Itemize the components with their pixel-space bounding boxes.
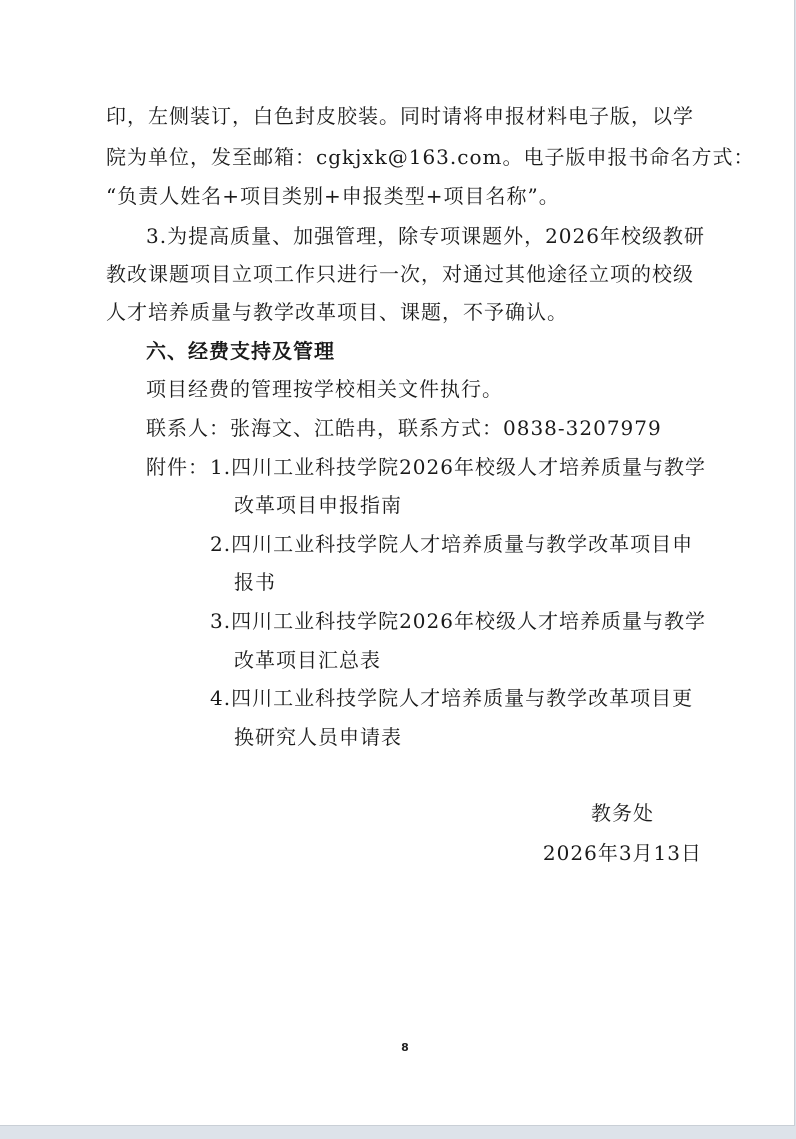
section-heading: 六、经费支持及管理 xyxy=(146,339,335,363)
attachment-2-line-2: 报书 xyxy=(234,570,276,594)
attachment-4-line-1: 4.四川工业科技学院人才培养质量与教学改革项目更 xyxy=(210,686,694,710)
attachments-label: 附件： xyxy=(146,455,209,479)
paragraph-1-line-1: 印，左侧装订，白色封皮胶装。同时请将申报材料电子版，以学 xyxy=(106,104,694,128)
attachment-1-line-2: 改革项目申报指南 xyxy=(234,493,402,517)
contact-text: 联系人：张海文、江皓冉，联系方式：0838-3207979 xyxy=(146,416,662,440)
funding-text: 项目经费的管理按学校相关文件执行。 xyxy=(146,377,503,401)
paragraph-1-line-3: “负责人姓名+项目类别+申报类型+项目名称”。 xyxy=(106,184,560,208)
paragraph-2-line-1: 3.为提高质量、加强管理，除专项课题外，2026年校级教研 xyxy=(146,224,705,248)
attachment-1-line-1: 1.四川工业科技学院2026年校级人才培养质量与教学 xyxy=(210,455,706,479)
paragraph-2-line-3: 人才培养质量与教学改革项目、课题，不予确认。 xyxy=(106,300,568,324)
page-number: 8 xyxy=(401,1041,409,1054)
attachment-2-line-1: 2.四川工业科技学院人才培养质量与教学改革项目申 xyxy=(210,532,694,556)
attachment-3-line-2: 改革项目汇总表 xyxy=(234,648,381,672)
paragraph-2-line-2: 教改课题项目立项工作只进行一次，对通过其他途径立项的校级 xyxy=(106,262,694,286)
signature-org: 教务处 xyxy=(591,801,654,825)
signature-date: 2026年3月13日 xyxy=(542,841,702,865)
attachment-4-line-2: 换研究人员申请表 xyxy=(234,725,402,749)
attachment-3-line-1: 3.四川工业科技学院2026年校级人才培养质量与教学 xyxy=(210,609,706,633)
paragraph-1-line-2: 院为单位，发至邮箱：cgkjxk@163.com。电子版申报书命名方式： xyxy=(106,145,755,169)
